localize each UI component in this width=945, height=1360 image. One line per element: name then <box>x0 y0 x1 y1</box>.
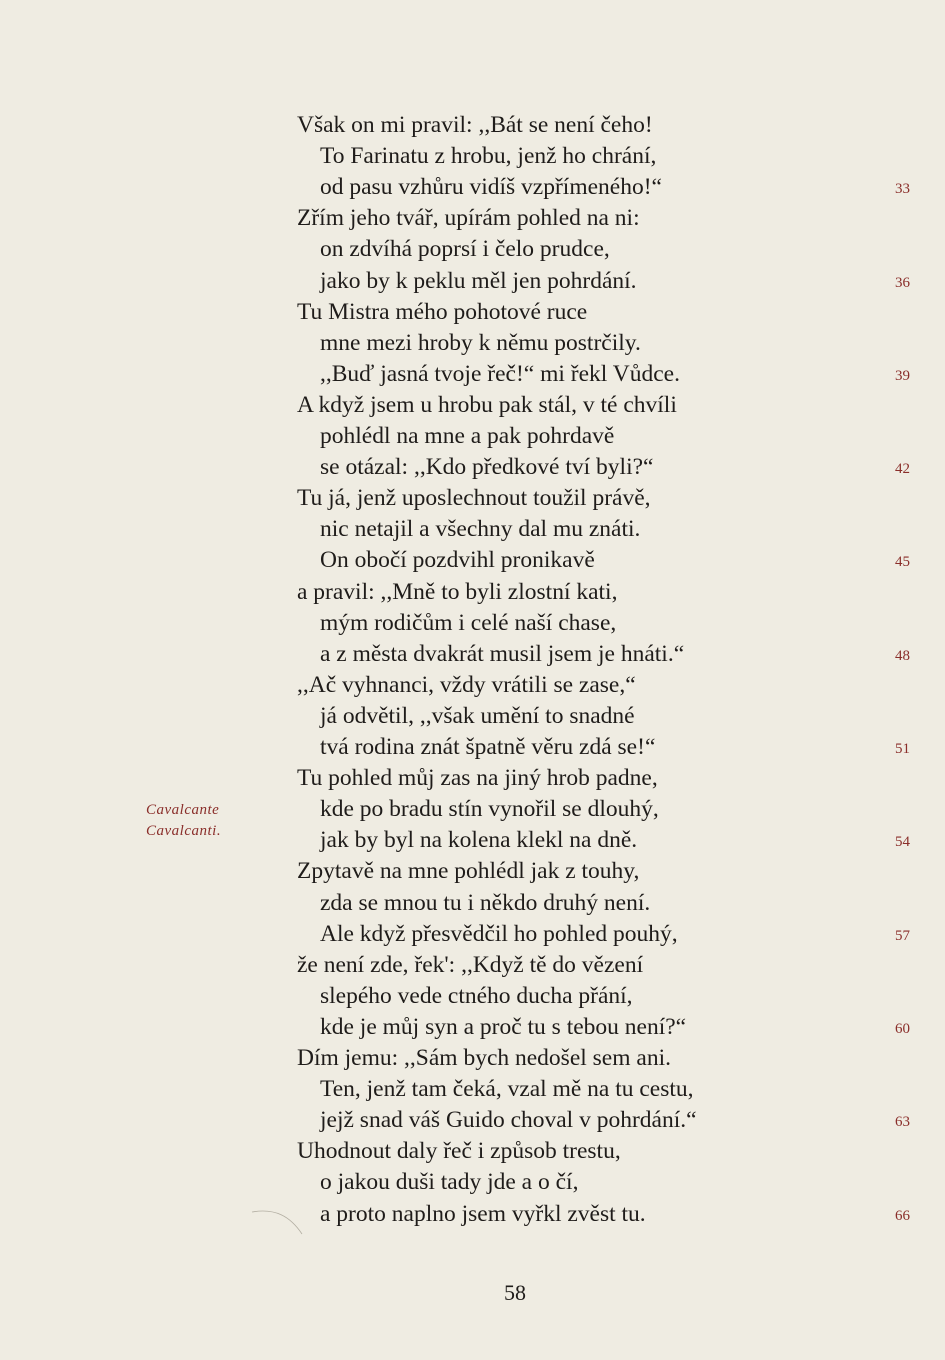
pen-mark <box>250 1200 310 1240</box>
verse-line: ,,Buď jasná tvoje řeč!“ mi řekl Vůdce. <box>320 361 680 387</box>
verse-line: a proto naplno jsem vyřkl zvěst tu. <box>320 1201 646 1227</box>
line-number: 54 <box>895 834 910 850</box>
verse-line: a pravil: ,,Mně to byli zlostní kati, <box>297 579 618 605</box>
verse-line: Tu pohled můj zas na jiný hrob padne, <box>297 765 658 791</box>
verse-line: mne mezi hroby k němu postrčily. <box>320 330 641 356</box>
page-number: 58 <box>504 1280 526 1305</box>
verse-line: Ten, jenž tam čeká, vzal mě na tu cestu, <box>320 1076 694 1102</box>
verse-line: já odvětil, ,,však umění to snadné <box>320 703 635 729</box>
line-number: 63 <box>895 1114 910 1130</box>
verse-line: jak by byl na kolena klekl na dně. <box>320 827 638 853</box>
verse-line: a z města dvakrát musil jsem je hnáti.“ <box>320 641 685 667</box>
verse-line: To Farinatu z hrobu, jenž ho chrání, <box>320 143 657 169</box>
verse-line: tvá rodina znát špatně věru zdá se!“ <box>320 734 656 760</box>
gloss-line: Cavalcanti. <box>146 823 222 839</box>
verse-line: nic netajil a všechny dal mu znáti. <box>320 516 641 542</box>
verse-line: on zdvíhá poprsí i čelo prudce, <box>320 236 610 262</box>
verse-line: mým rodičům i celé naší chase, <box>320 610 617 636</box>
verse-line: kde po bradu stín vynořil se dlouhý, <box>320 796 659 822</box>
verse-line: pohlédl na mne a pak pohrdavě <box>320 423 615 449</box>
verse-line: Uhodnout daly řeč i způsob trestu, <box>297 1138 621 1164</box>
line-number: 33 <box>895 181 910 197</box>
line-number: 48 <box>895 648 910 664</box>
verse-line: Však on mi pravil: ,,Bát se není čeho! <box>297 112 653 138</box>
verse-line: Tu já, jenž uposlechnout toužil právě, <box>297 485 651 511</box>
line-number: 39 <box>895 368 910 384</box>
line-number: 57 <box>895 928 910 944</box>
line-number: 51 <box>895 741 910 757</box>
verse-line: Zřím jeho tvář, upírám pohled na ni: <box>297 205 640 231</box>
verse-line: kde je můj syn a proč tu s tebou není?“ <box>320 1014 687 1040</box>
gloss-line: Cavalcante <box>146 802 220 818</box>
verse-line: o jakou duši tady jde a o čí, <box>320 1169 579 1195</box>
verse-line: jako by k peklu měl jen pohrdání. <box>320 268 637 294</box>
verse-line: ,,Ač vyhnanci, vždy vrátili se zase,“ <box>297 672 636 698</box>
verse-line: zda se mnou tu i někdo druhý není. <box>320 890 651 916</box>
verse-line: že není zde, řek': ,,Když tě do vězení <box>297 952 644 978</box>
verse-line: od pasu vzhůru vidíš vzpřímeného!“ <box>320 174 662 200</box>
line-number: 36 <box>895 275 910 291</box>
verse-line: se otázal: ,,Kdo předkové tví byli?“ <box>320 454 654 480</box>
verse-line: Ale když přesvědčil ho pohled pouhý, <box>320 921 678 947</box>
verse-line: A když jsem u hrobu pak stál, v té chvíli <box>297 392 677 418</box>
verse-line: On obočí pozdvihl pronikavě <box>320 547 595 573</box>
line-number: 60 <box>895 1021 910 1037</box>
verse-line: slepého vede ctného ducha přání, <box>320 983 633 1009</box>
verse-line: jejž snad váš Guido choval v pohrdání.“ <box>320 1107 697 1133</box>
line-number: 45 <box>895 554 910 570</box>
line-number: 66 <box>895 1208 910 1224</box>
verse-line: Tu Mistra mého pohotové ruce <box>297 299 588 325</box>
verse-line: Dím jemu: ,,Sám bych nedošel sem ani. <box>297 1045 671 1071</box>
margin-gloss <box>146 800 221 842</box>
verse-line: Zpytavě na mne pohlédl jak z touhy, <box>297 858 640 884</box>
line-number: 42 <box>895 461 910 477</box>
